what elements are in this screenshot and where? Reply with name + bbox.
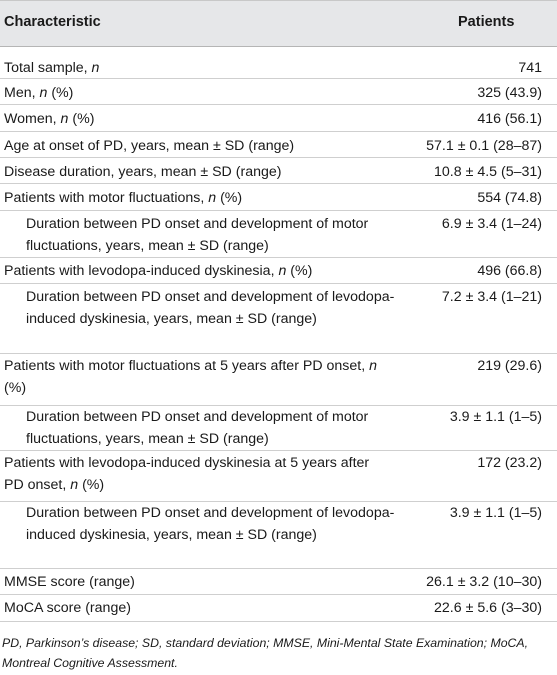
row-label: Duration between PD onset and development of levodopa-induced dyskinesia, years, mean ± SD (range) <box>26 289 395 327</box>
table-row <box>0 105 557 132</box>
row-label: Age at onset of PD, years, mean ± SD (range) <box>4 138 295 154</box>
table-row <box>0 158 557 184</box>
row-label: Duration between PD onset and development of levodopa-induced dyskinesia, years, mean ± SD (range) <box>26 505 395 543</box>
table-row <box>0 211 557 258</box>
row-value: 3.9 ± 1.1 (1–5) <box>449 409 542 425</box>
row-value: 10.8 ± 4.5 (5–31) <box>434 164 542 180</box>
row-label-italic: n <box>208 190 217 206</box>
table-row <box>0 569 557 595</box>
table-row <box>0 354 557 406</box>
header-characteristic: Characteristic <box>4 14 101 30</box>
row-value: 416 (56.1) <box>477 111 542 127</box>
table-row <box>0 79 557 105</box>
row-value: 172 (23.2) <box>477 455 542 471</box>
row-label-italic: n <box>60 111 69 127</box>
row-value: 57.1 ± 0.1 (28–87) <box>426 138 542 154</box>
table-row <box>0 184 557 211</box>
row-label: MMSE score (range) <box>4 574 135 590</box>
row-value: 496 (66.8) <box>477 263 542 279</box>
table-row <box>0 132 557 158</box>
row-label: Men, n (%) <box>4 85 74 101</box>
header-patients: Patients <box>458 14 515 30</box>
row-label: Total sample, n <box>4 60 100 76</box>
row-label: Patients with levodopa-induced dyskinesia at 5 years after PD onset, n (%) <box>4 455 370 493</box>
row-value: 22.6 ± 5.6 (3–30) <box>434 600 542 616</box>
row-value: 219 (29.6) <box>477 358 542 374</box>
row-value: 7.2 ± 3.4 (1–21) <box>441 289 542 305</box>
row-label-italic: n <box>369 358 377 374</box>
table-header <box>0 0 557 47</box>
row-label: Patients with levodopa-induced dyskinesia, n (%) <box>4 263 313 279</box>
row-value: 3.9 ± 1.1 (1–5) <box>449 505 542 521</box>
row-label: Women, n (%) <box>4 111 95 127</box>
table-row <box>0 47 557 79</box>
row-value: 26.1 ± 3.2 (10–30) <box>426 574 542 590</box>
row-label-italic: n <box>70 476 79 493</box>
row-label-italic: n <box>278 263 287 279</box>
row-value: 6.9 ± 3.4 (1–24) <box>441 216 542 232</box>
table-row <box>0 595 557 622</box>
row-label-italic: n <box>91 60 100 76</box>
table-row <box>0 258 557 284</box>
row-label: Disease duration, years, mean ± SD (range) <box>4 164 282 180</box>
row-label: Patients with motor fluctuations, n (%) <box>4 190 243 206</box>
row-label: Patients with motor fluctuations at 5 years after PD onset, n (%) <box>4 358 377 396</box>
row-value: 554 (74.8) <box>477 190 542 206</box>
table-row <box>0 451 557 502</box>
row-value: 741 <box>518 60 542 76</box>
table-row <box>0 284 557 354</box>
row-label: MoCA score (range) <box>4 600 131 616</box>
table-row <box>0 502 557 569</box>
row-label: Duration between PD onset and development of motor fluctuations, years, mean ± SD (range) <box>26 216 369 254</box>
row-label: Duration between PD onset and development of motor fluctuations, years, mean ± SD (range) <box>26 409 369 447</box>
table-footnote: PD, Parkinson’s disease; SD, standard deviation; MMSE, Mini-Mental State Examination; MoCA, Montreal Cognitive Assessment. <box>2 636 529 670</box>
row-label-italic: n <box>39 85 48 101</box>
table-row <box>0 406 557 451</box>
row-value: 325 (43.9) <box>477 85 542 101</box>
